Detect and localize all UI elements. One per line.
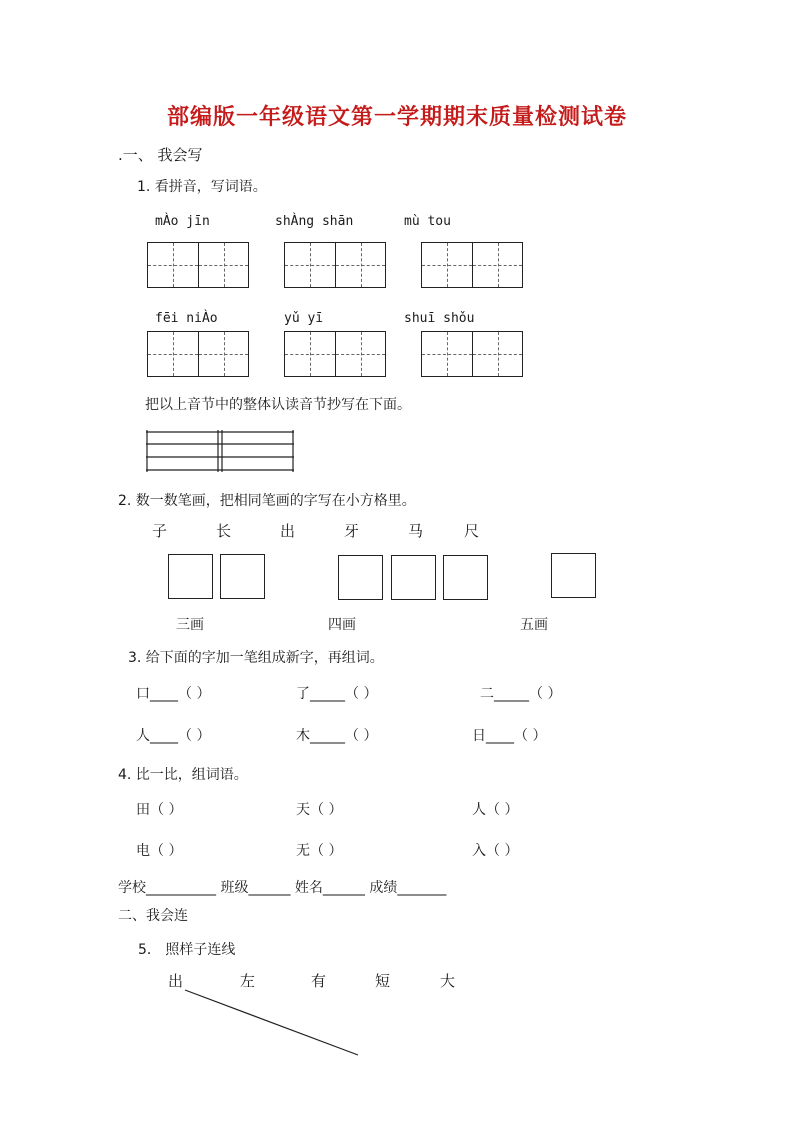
- q4-label: 4. 比一比，组词语。: [118, 767, 248, 783]
- example-connecting-line: [180, 985, 365, 1060]
- connect-char-5: 大: [440, 972, 456, 990]
- q4-item-3[interactable]: 人（ ）: [472, 802, 519, 818]
- answer-box-4-strokes-3[interactable]: [443, 555, 488, 600]
- q3-item-2[interactable]: 了_____（ ）: [296, 686, 378, 702]
- q4-item-5[interactable]: 无（ ）: [296, 843, 343, 859]
- q5-label: 5． 照样子连线: [138, 942, 236, 958]
- pinyin-1: mÀo jīn: [155, 214, 210, 229]
- writing-grid-2[interactable]: [284, 242, 386, 288]
- stroke-char-3: 出: [280, 522, 296, 540]
- q3-item-3[interactable]: 二_____（ ）: [480, 686, 562, 702]
- stroke-char-4: 牙: [344, 522, 360, 540]
- pinyin-5: yǔ yī: [284, 311, 324, 326]
- q1-label: 1. 看拼音，写词语。: [137, 179, 267, 195]
- stroke-char-2: 长: [216, 522, 232, 540]
- connect-char-1: 出: [168, 972, 184, 990]
- group-label-3: 三画: [176, 617, 204, 633]
- copy-instruction: 把以上音节中的整体认读音节抄写在下面。: [145, 397, 411, 413]
- answer-box-5-strokes-1[interactable]: [551, 553, 596, 598]
- answer-box-3-strokes-1[interactable]: [168, 554, 213, 599]
- connect-char-2: 左: [240, 972, 256, 990]
- q4-item-6[interactable]: 入（ ）: [472, 843, 519, 859]
- writing-grid-4[interactable]: [147, 331, 249, 377]
- answer-box-4-strokes-1[interactable]: [338, 555, 383, 600]
- group-label-5: 五画: [520, 617, 548, 633]
- writing-grid-5[interactable]: [284, 331, 386, 377]
- page-title: 部编版一年级语文第一学期期末质量检测试卷: [166, 104, 627, 130]
- four-line-writing-area[interactable]: [146, 430, 294, 472]
- connect-char-3: 有: [311, 972, 327, 990]
- writing-grid-6[interactable]: [421, 331, 523, 377]
- student-info-line[interactable]: 学校__________ 班级______ 姓名______ 成绩_______: [118, 880, 447, 896]
- pinyin-2: shÀng shān: [275, 214, 354, 229]
- connect-char-4: 短: [375, 972, 391, 990]
- stroke-char-5: 马: [408, 522, 424, 540]
- q3-item-6[interactable]: 日____（ ）: [472, 728, 547, 744]
- q3-item-5[interactable]: 木_____（ ）: [296, 728, 378, 744]
- writing-grid-1[interactable]: [147, 242, 249, 288]
- q3-item-1[interactable]: 口____（ ）: [136, 686, 211, 702]
- q4-item-4[interactable]: 电（ ）: [136, 843, 183, 859]
- pinyin-4: fēi niÀo: [155, 311, 218, 326]
- q3-item-4[interactable]: 人____（ ）: [136, 728, 211, 744]
- stroke-char-6: 尺: [464, 522, 480, 540]
- answer-box-4-strokes-2[interactable]: [391, 555, 436, 600]
- q3-label: 3. 给下面的字加一笔组成新字，再组词。: [128, 650, 384, 666]
- answer-box-3-strokes-2[interactable]: [220, 554, 265, 599]
- writing-grid-3[interactable]: [421, 242, 523, 288]
- pinyin-6: shuī shǒu: [404, 311, 475, 326]
- stroke-char-1: 子: [152, 522, 168, 540]
- section2-heading: 二、我会连: [118, 908, 188, 924]
- q2-label: 2. 数一数笔画，把相同笔画的字写在小方格里。: [118, 493, 416, 509]
- pinyin-3: mù tou: [404, 214, 451, 229]
- q4-item-2[interactable]: 天（ ）: [296, 802, 343, 818]
- section1-heading: .一、 我会写: [118, 146, 203, 164]
- q4-item-1[interactable]: 田（ ）: [136, 802, 183, 818]
- group-label-4: 四画: [328, 617, 356, 633]
